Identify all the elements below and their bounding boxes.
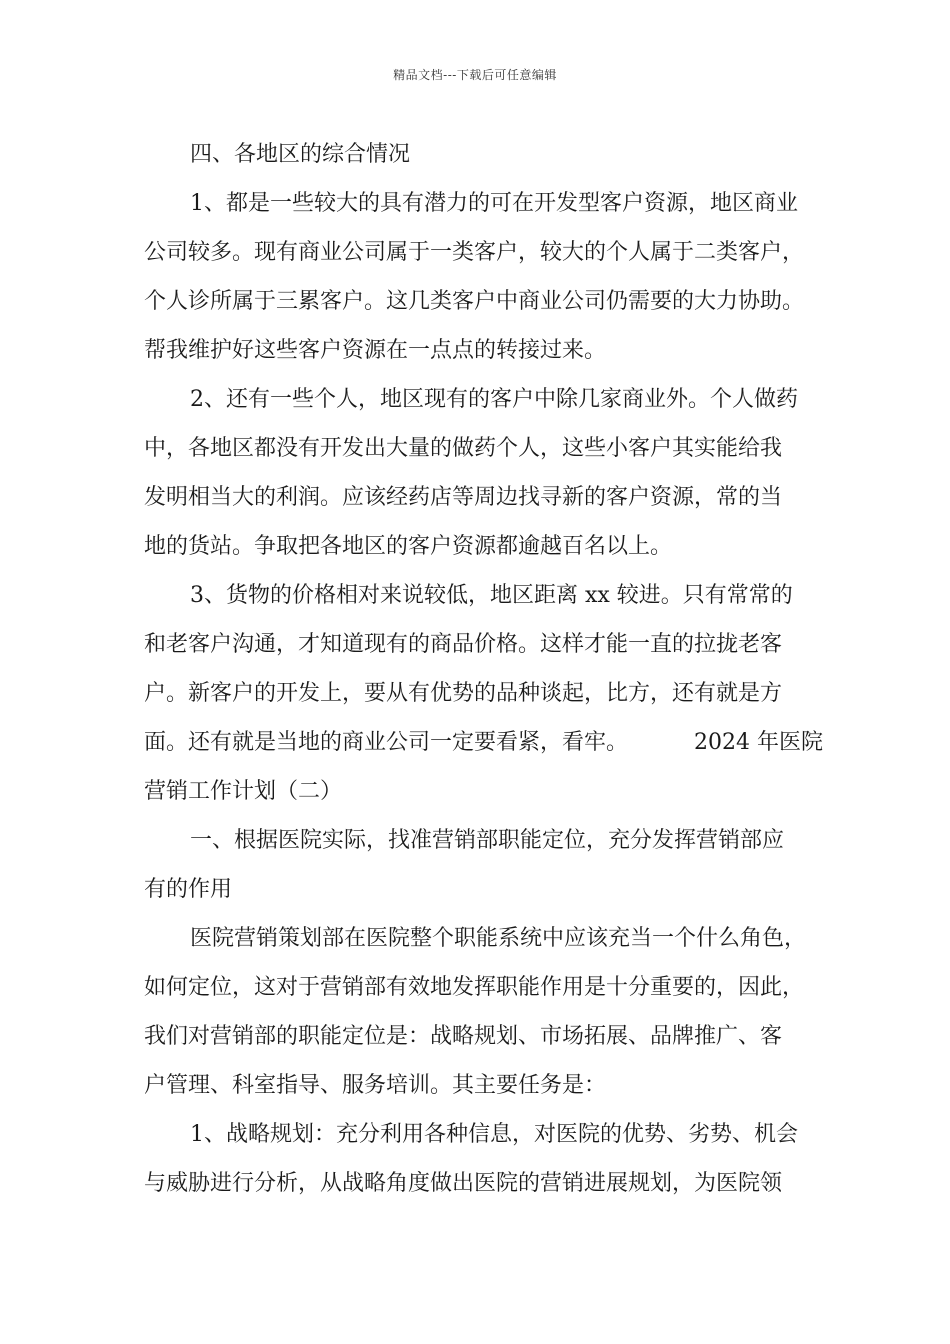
paragraph-line: 2、还有一些个人，地区现有的客户中除几家商业外。个人做药	[190, 387, 798, 412]
paragraph-line: 户管理、科室指导、服务培训。其主要任务是：	[144, 1073, 607, 1098]
paragraph-line: 中，各地区都没有开发出大量的做药个人，这些小客户其实能给我	[144, 436, 783, 461]
paragraph-line: 与威胁进行分析，从战略角度做出医院的营销进展规划，为医院领	[144, 1171, 783, 1196]
paragraph-line: 户。新客户的开发上，要从有优势的品种谈起，比方，还有就是方	[144, 681, 783, 706]
paragraph-line-suffix: 2024 年医院	[694, 730, 823, 755]
paragraph-line: 帮我维护好这些客户资源在一点点的转接过来。	[144, 338, 607, 363]
section-title: 营销工作计划（二）	[144, 779, 343, 804]
paragraph-line: 医院营销策划部在医院整个职能系统中应该充当一个什么角色，	[190, 926, 807, 951]
paragraph-line	[144, 718, 823, 767]
paragraph-line: 如何定位，这对于营销部有效地发挥职能作用是十分重要的，因此，	[144, 975, 805, 1000]
paragraph-line: 一、根据医院实际，找准营销部职能定位，充分发挥营销部应	[190, 828, 785, 853]
paragraph-line: 我们对营销部的职能定位是：战略规划、市场拓展、品牌推广、客	[144, 1024, 783, 1049]
paragraph-line: 和老客户沟通，才知道现有的商品价格。这样才能一直的拉拢老客	[144, 632, 783, 657]
paragraph-line: 地的货站。争取把各地区的客户资源都逾越百名以上。	[144, 534, 673, 559]
section-heading: 四、各地区的综合情况	[190, 142, 411, 167]
paragraph-line: 3、货物的价格相对来说较低，地区距离 xx 较进。只有常常的	[190, 583, 793, 608]
document-body	[144, 130, 823, 1208]
paragraph-line: 个人诊所属于三累客户。这几类客户中商业公司仍需要的大力协助。	[144, 289, 805, 314]
paragraph-line: 1、战略规划：充分利用各种信息，对医院的优势、劣势、机会	[190, 1122, 798, 1147]
paragraph-line: 发明相当大的利润。应该经药店等周边找寻新的客户资源，常的当	[144, 485, 783, 510]
paragraph-line: 1、都是一些较大的具有潜力的可在开发型客户资源，地区商业	[190, 191, 798, 216]
paragraph-line: 有的作用	[144, 877, 233, 902]
paragraph-line: 公司较多。现有商业公司属于一类客户，较大的个人属于二类客户，	[144, 240, 805, 265]
paragraph-line-text: 面。还有就是当地的商业公司一定要看紧，看牢。	[144, 730, 629, 755]
page-header: 精品文档---下载后可任意编辑	[393, 68, 557, 82]
